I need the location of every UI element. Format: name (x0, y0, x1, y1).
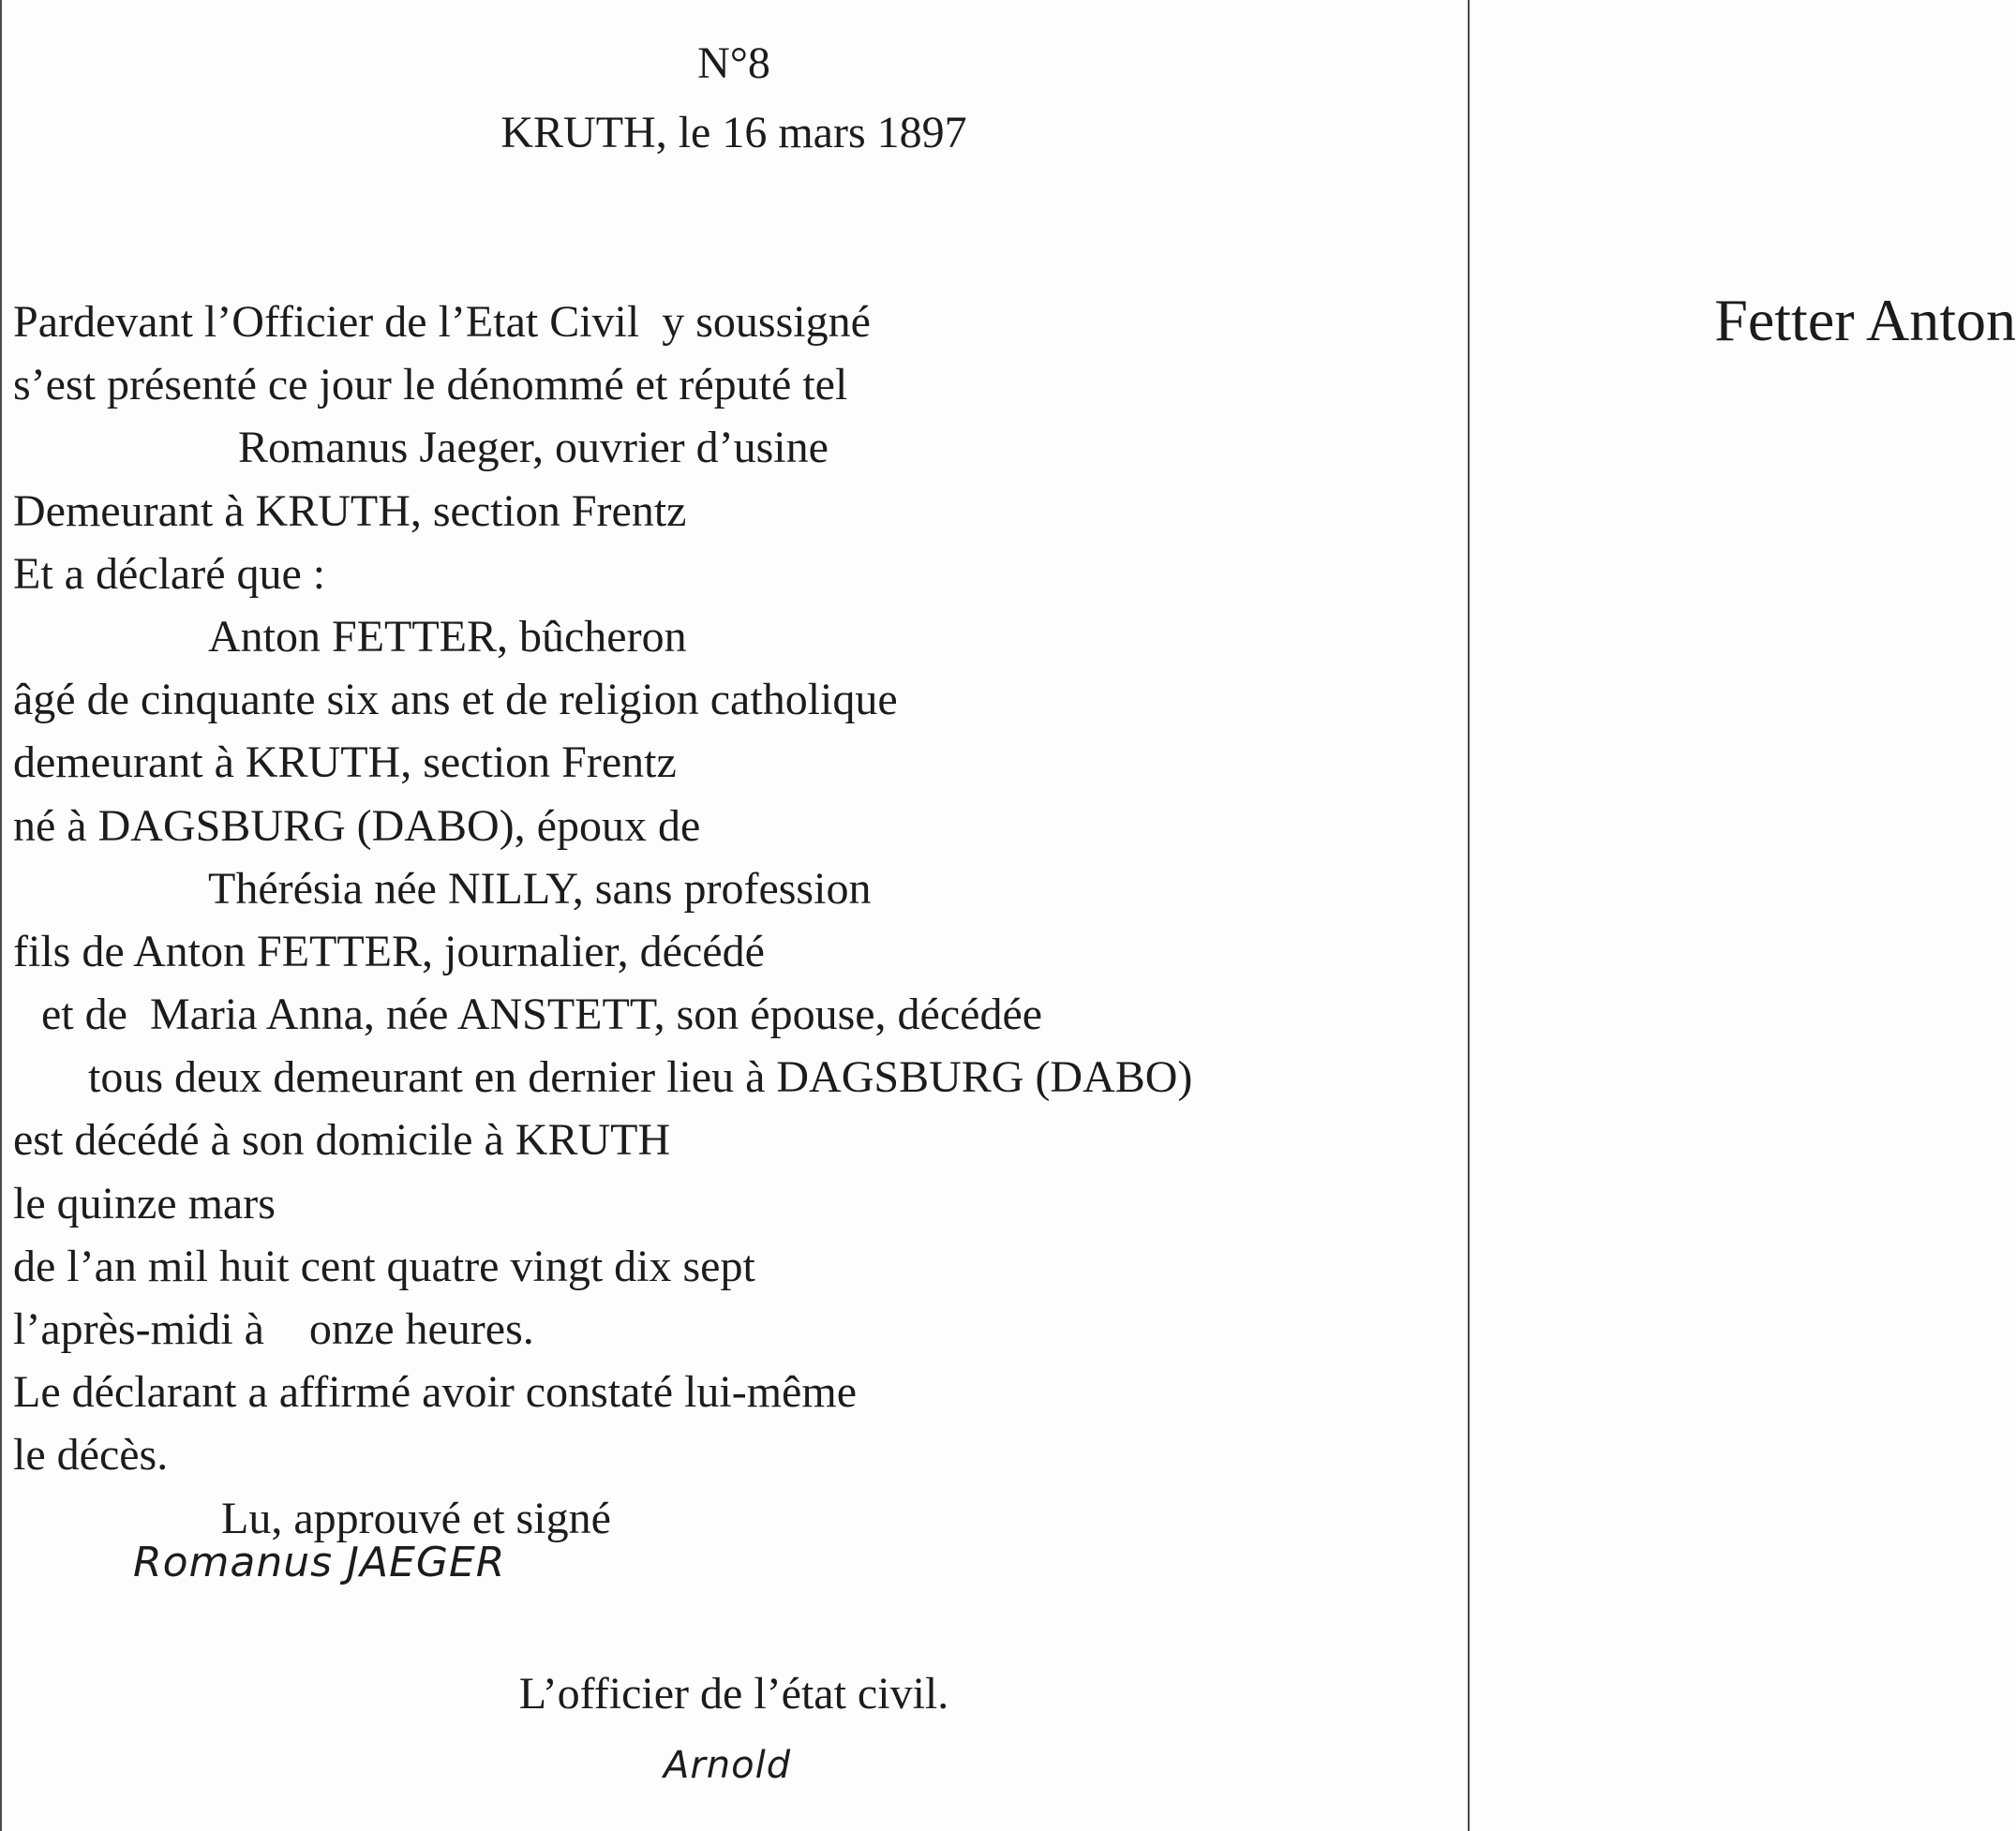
body-line: fils de Anton FETTER, journalier, décédé (13, 926, 765, 976)
body-line: Et a déclaré que : (13, 548, 326, 599)
body-line: né à DAGSBURG (DABO), époux de (13, 800, 701, 851)
body-line: Anton FETTER, bûcheron (208, 611, 687, 662)
body-line: le décès. (13, 1430, 169, 1481)
declarant-signature: Romanus JAEGER (133, 1539, 506, 1586)
body-line: Romanus Jaeger, ouvrier d’usine (238, 423, 829, 473)
body-line: Lu, approuvé et signé (221, 1493, 611, 1543)
act-body (13, 290, 1456, 1550)
left-border-line (0, 0, 2, 1831)
margin-name: Fetter Anton (1714, 287, 2016, 353)
body-line: âgé de cinquante six ans et de religion catholique (13, 675, 898, 725)
body-line: tous deux demeurant en dernier lieu à DAGSBURG (DABO) (88, 1052, 1193, 1103)
body-line: demeurant à KRUTH, section Frentz (13, 737, 677, 788)
body-line: et de Maria Anna, née ANSTETT, son épouse, décédée (41, 990, 1043, 1040)
body-line: Thérésia née NILLY, sans profession (208, 863, 872, 914)
column-divider-line (1468, 0, 1470, 1831)
body-line: Pardevant l’Officier de l’Etat Civil y soussigné (13, 297, 871, 347)
body-line: de l’an mil huit cent quatre vingt dix sept (13, 1241, 755, 1291)
officer-label: L’officier de l’état civil. (518, 1669, 949, 1719)
act-number: N°8 (697, 38, 770, 88)
body-line: le quinze mars (13, 1178, 276, 1228)
body-line: Le déclarant a affirmé avoir constaté lui-même (13, 1367, 857, 1418)
body-line: Demeurant à KRUTH, section Frentz (13, 485, 687, 536)
body-line: l’après-midi à onze heures. (13, 1304, 534, 1354)
body-line: s’est présenté ce jour le dénommé et réputé tel (13, 360, 848, 410)
place-date: KRUTH, le 16 mars 1897 (500, 108, 967, 157)
officer-signature: Arnold (664, 1744, 792, 1787)
body-line: est décédé à son domicile à KRUTH (13, 1115, 671, 1166)
